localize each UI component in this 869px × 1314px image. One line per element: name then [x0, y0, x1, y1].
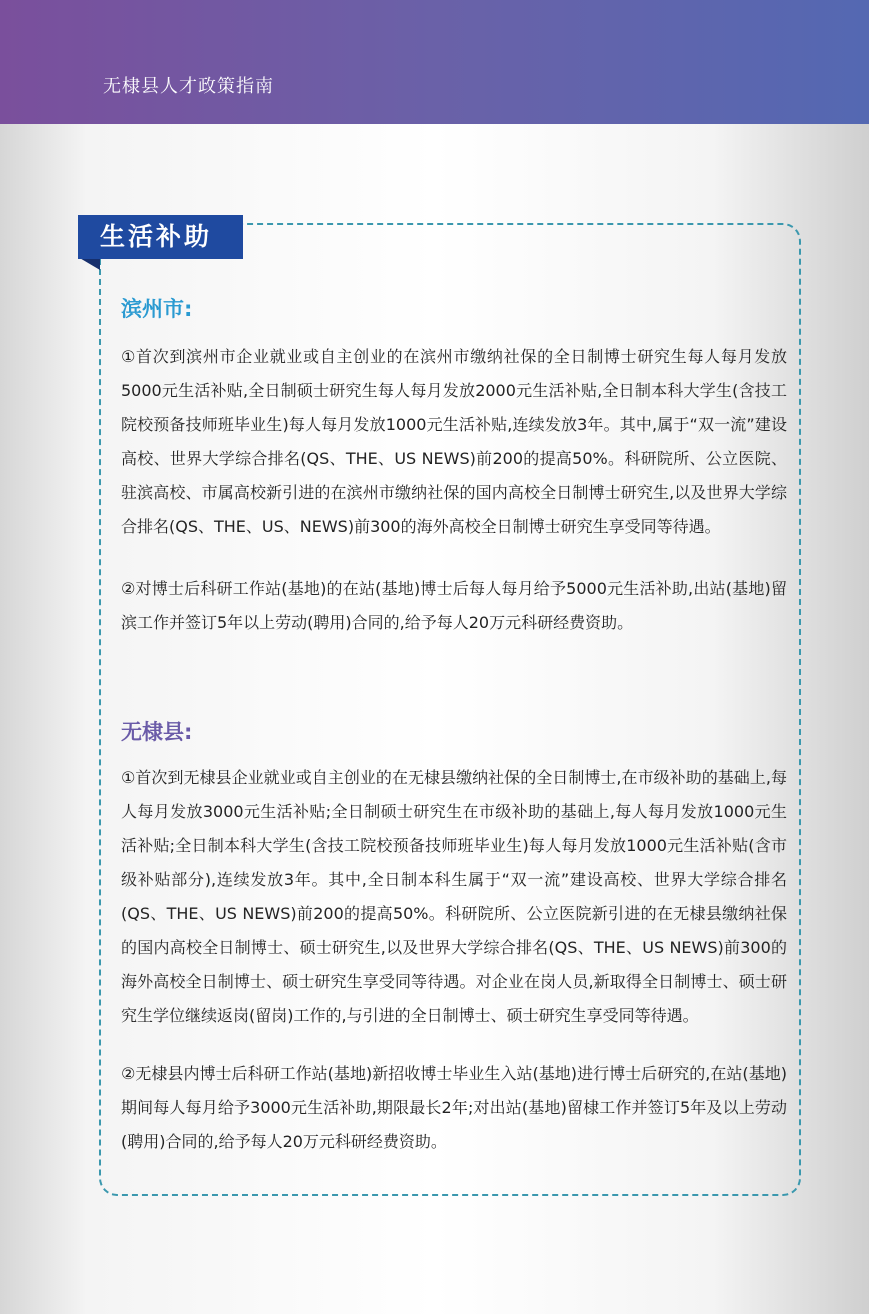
section-tag: 生活补助: [78, 215, 243, 259]
guide-title: 无棣县人才政策指南: [103, 76, 274, 97]
wudi-paragraph-2: ②无棣县内博士后科研工作站(基地)新招收博士毕业生入站(基地)进行博士后研究的,在站(基地)期间每人每月给予3000元生活补助,期限最长2年;对出站(基地)留棣工作并签订5年及以上劳动(聘用)合同的,给予每人20万元科研经费资助。: [121, 1064, 787, 1151]
wudi-paragraph-1: ①首次到无棣县企业就业或自主创业的在无棣县缴纳社保的全日制博士,在市级补助的基础上,每人每月发放3000元生活补贴;全日制硕士研究生在市级补助的基础上,每人每月发放1000元生活补贴;全日制本科大学生(含技工院校预备技师班毕业生)每人每月发放1000元生活补贴(含市级补贴部分),连续发放3年。其中,全日制本科生属于“双一流”建设高校、世界大学综合排名(QS、THE、US NEWS)前200的提高50%。科研院所、公立医院新引进的在无棣县缴纳社保的国内高校全日制博士、硕士研究生,以及世界大学综合排名(QS、THE、US NEWS)前300的海外高校全日制博士、硕士研究生享受同等待遇。对企业在岗人员,新取得全日制博士、硕士研究生学位继续返岗(留岗)工作的,与引进的全日制博士、硕士研究生享受同等待遇。: [121, 768, 787, 1025]
binzhou-paragraph-1: ①首次到滨州市企业就业或自主创业的在滨州市缴纳社保的全日制博士研究生每人每月发放5000元生活补贴,全日制硕士研究生每人每月发放2000元生活补贴,全日制本科大学生(含技工院校预备技师班毕业生)每人每月发放1000元生活补贴,连续发放3年。其中,属于“双一流”建设高校、世界大学综合排名(QS、THE、US NEWS)前200的提高50%。科研院所、公立医院、驻滨高校、市属高校新引进的在滨州市缴纳社保的国内高校全日制博士研究生,以及世界大学综合排名(QS、THE、US、NEWS)前300的海外高校全日制博士研究生享受同等待遇。: [121, 347, 787, 536]
page-header: [0, 0, 869, 124]
binzhou-heading: 滨州市:: [121, 297, 193, 321]
wudi-heading: 无棣县:: [121, 720, 193, 744]
binzhou-paragraph-2: ②对博士后科研工作站(基地)的在站(基地)博士后每人每月给予5000元生活补助,出站(基地)留滨工作并签订5年以上劳动(聘用)合同的,给予每人20万元科研经费资助。: [121, 579, 787, 632]
